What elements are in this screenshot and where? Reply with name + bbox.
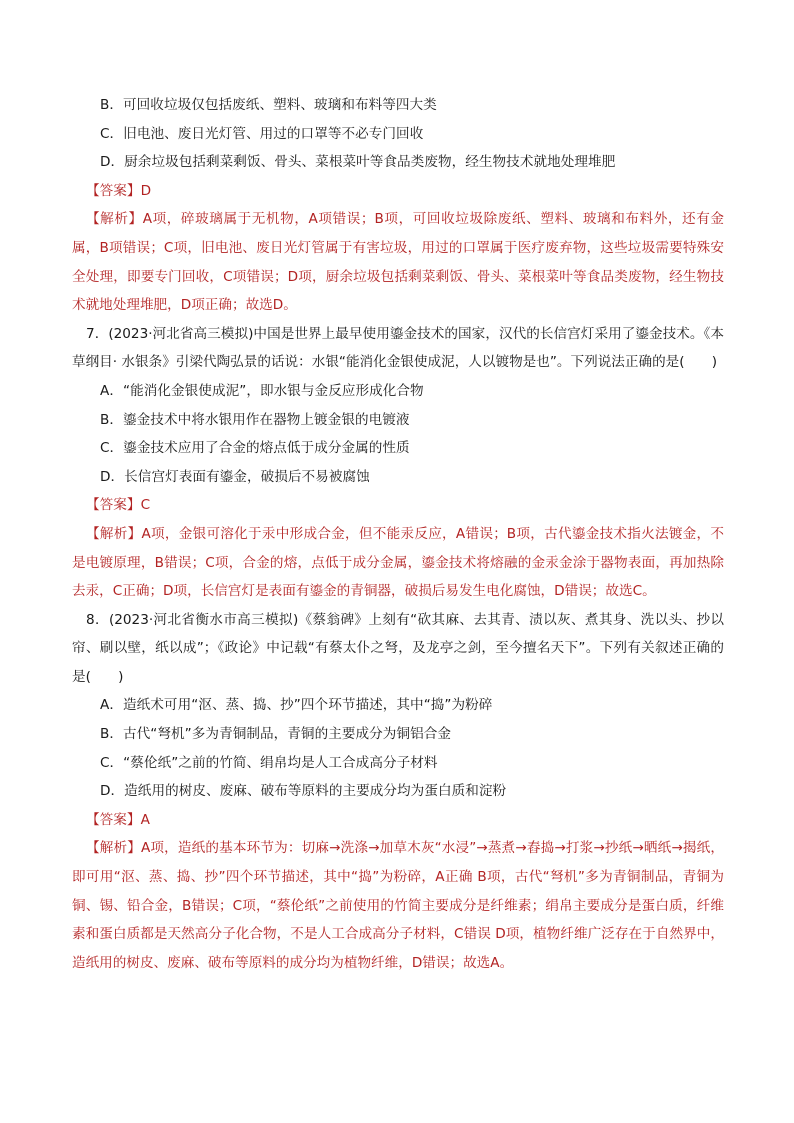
- analysis-text: A项，金银可溶化于汞中形成合金，但不能汞反应，A错误；B项，古代鎏金技术指火法镀金，不是电镀原理，B错误；C项，合金的熔，点低于成分金属，鎏金技术将熔融的金汞金涂于器物表面，再加热除去汞，C正确；D项，长信宫灯是表面有鎏金的青铜器，破损后易发生电化腐蚀，D错误；故选C。: [72, 525, 724, 600]
- q7-answer: [72, 491, 724, 520]
- q8-analysis: [72, 834, 724, 977]
- q6-option-c: C．旧电池、废日光灯管、用过的口罩等不必专门回收: [100, 125, 424, 142]
- q7-option-a: A．“能消化金银使成泥”，即水银与金反应形成化合物: [100, 382, 424, 399]
- q6-option-d: D．厨余垃圾包括剩菜剩饭、骨头、菜根菜叶等食品类废物，经生物技术就地处理堆肥: [100, 154, 616, 171]
- answer-tag: 【答案】: [86, 811, 141, 828]
- q7-option-c: C．鎏金技术应用了合金的熔点低于成分金属的性质: [100, 440, 410, 457]
- analysis-text: A项，碎玻璃属于无机物，A项错误；B项，可回收垃圾除废纸、塑料、玻璃和布料外，还有金属，B项错误；C项，旧电池、废日光灯管属于有害垃圾，用过的口罩属于医疗废弃物，这些垃圾需要特殊安全处理，即要专门回收，C项错误；D项，厨余垃圾包括剩菜剩饭、骨头、菜根菜叶等食品类废物，经生物技术就地处理堆肥，D项正确；故选D。: [72, 211, 725, 314]
- q8-answer: [72, 806, 724, 835]
- analysis-tag: 【解析】: [86, 211, 143, 228]
- q8-option-c: C．“蔡伦纸”之前的竹简、绢帛均是人工合成高分子材料: [100, 754, 438, 771]
- q8-option-a: A．造纸术可用“沤、蒸、捣、抄”四个环节描述，其中“捣”为粉碎: [100, 697, 493, 714]
- answer-value: D: [140, 182, 152, 199]
- q7-analysis: [72, 520, 724, 606]
- analysis-text: A项，造纸的基本环节为：切麻→洗涤→加草木灰“水浸”→蒸煮→舂捣→打浆→抄纸→晒纸→揭纸，即可用“沤、蒸、捣、抄”四个环节描述，其中“捣”为粉碎，A正确 B项，古代“弩机”多为青铜制品，青铜为铜、锡、铅合金，B错误；C项，“蔡伦纸”之前使用的竹简主要成分是纤维素；绢帛主要成分是蛋白质，纤维素和蛋白质都是天然高分子化合物，不是人工合成高分子材料，C错误 D项，植物纤维广泛存在于自然界中，造纸用的树皮、废麻、破布等原料的成分均为植物纤维，D错误；故选A。: [72, 840, 724, 971]
- q7-option-b: B．鎏金技术中将水银用作在器物上镀金银的电镀液: [100, 411, 410, 428]
- q6-analysis: [72, 205, 724, 319]
- q7-stem: 7．(2023·河北省高三模拟)中国是世界上最早使用鎏金技术的国家，汉代的长信宫灯采用了鎏金技术。《本草纲目· 水银条》引梁代陶弘景的话说：水银“能消化金银使成泥，人以镀物是也”。下列说法正确的是( ): [72, 325, 724, 371]
- answer-tag: 【答案】: [86, 497, 141, 514]
- answer-value: A: [140, 811, 150, 828]
- answer-value: C: [140, 497, 151, 514]
- answer-tag: 【答案】: [86, 182, 141, 199]
- q8-option-b: B．古代“弩机”多为青铜制品，青铜的主要成分为铜铝合金: [100, 726, 452, 743]
- analysis-tag: 【解析】: [86, 840, 141, 857]
- q7-option-d: D．长信宫灯表面有鎏金，破损后不易被腐蚀: [100, 468, 370, 485]
- q6-answer: [72, 177, 724, 206]
- document-page: [72, 91, 724, 977]
- q8-option-d: D．造纸用的树皮、废麻、破布等原料的主要成分均为蛋白质和淀粉: [100, 783, 507, 800]
- q8-stem: 8．(2023·河北省衡水市高三模拟)《蔡翁碑》上刻有“砍其麻、去其青、渍以灰、煮其身、洗以头、抄以帘、刷以壁，纸以成”；《政论》中记载“有蔡太仆之弩，及龙亭之剑，至今擅名天下”。下列有关叙述正确的是( ): [72, 611, 724, 685]
- q6-option-b: B．可回收垃圾仅包括废纸、塑料、玻璃和布料等四大类: [100, 97, 437, 113]
- analysis-tag: 【解析】: [86, 525, 142, 542]
